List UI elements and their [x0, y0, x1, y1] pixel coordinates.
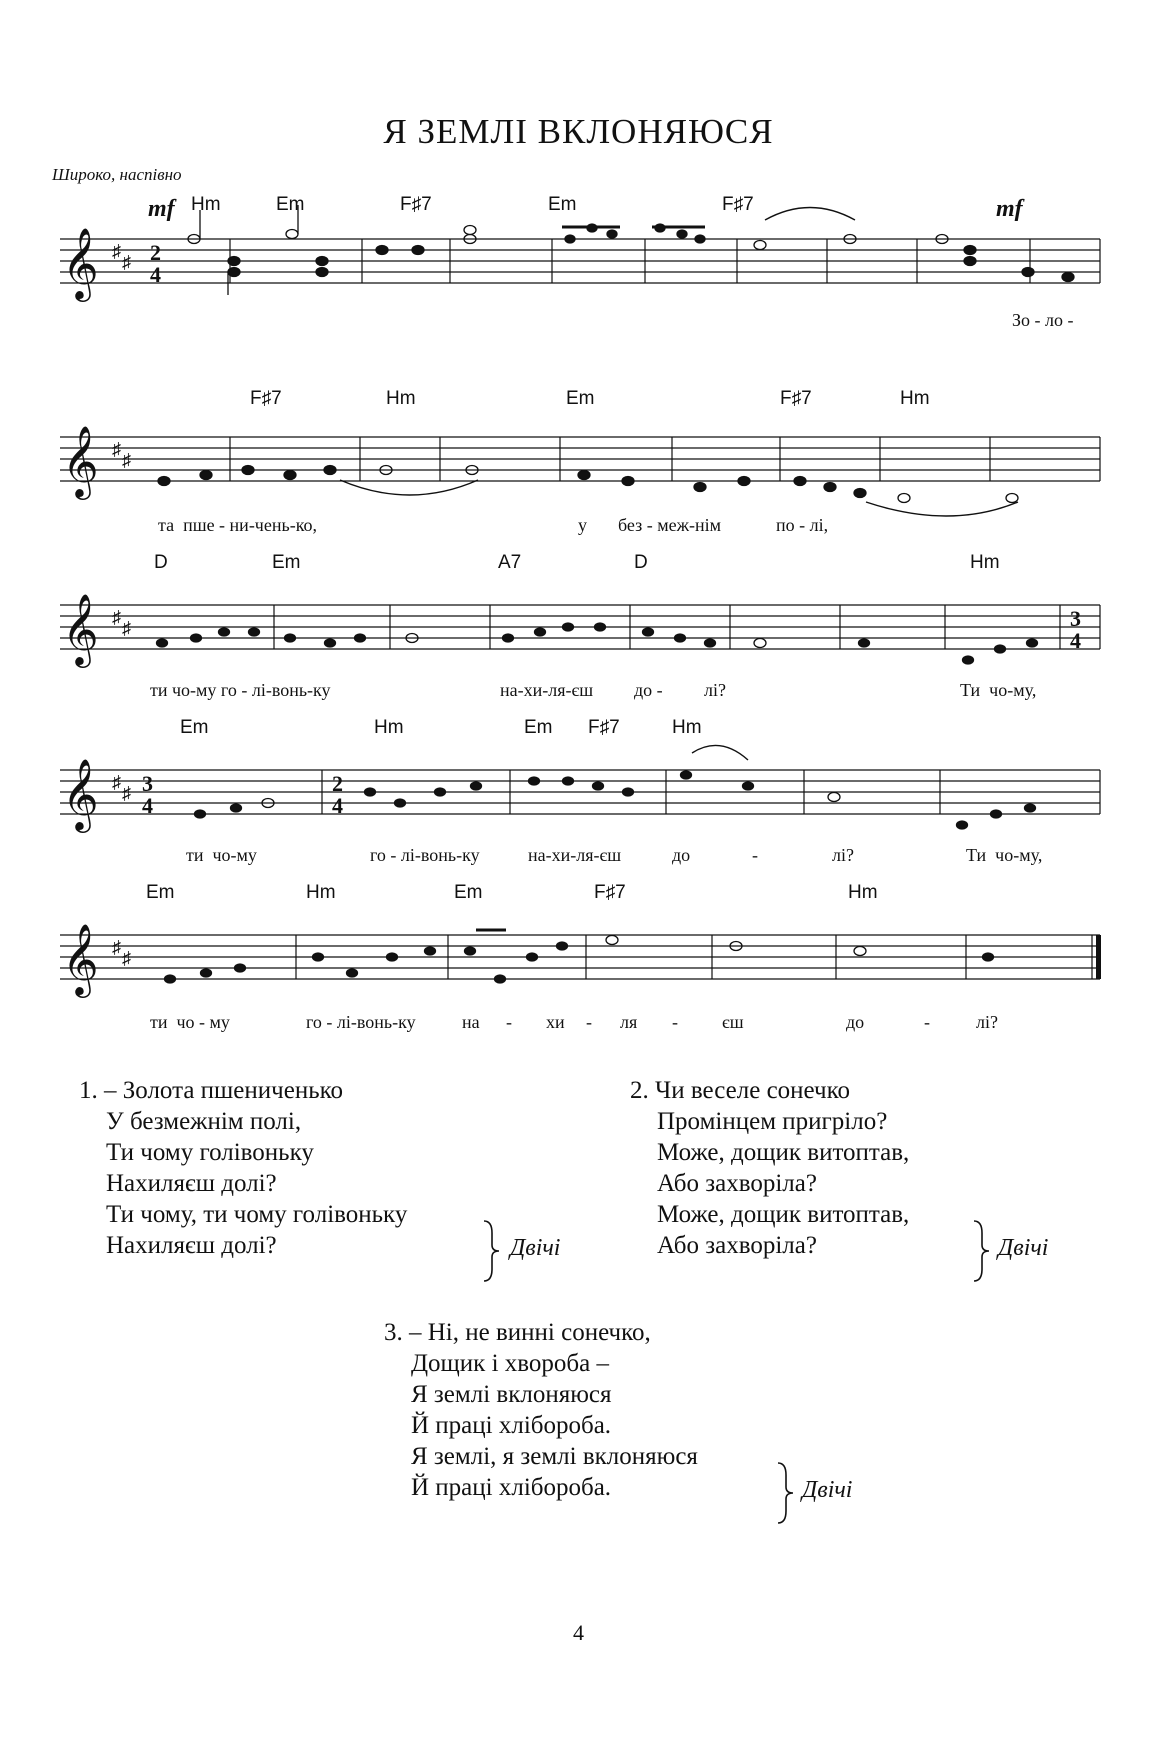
chord-symbol: A7: [498, 552, 522, 573]
lyric-syllable: ти чо-му: [186, 845, 257, 865]
chord-symbol: F♯7: [400, 194, 432, 215]
verse-line: Ти чому, ти чому голівоньку: [106, 1201, 408, 1228]
verse-line: Дощик і хвороба –: [411, 1350, 609, 1377]
chord-symbol: Em: [272, 552, 301, 573]
lyric-syllable: го - лі-вонь-ку: [370, 845, 480, 865]
lyric-syllable: го - лі-вонь-ку: [306, 1012, 416, 1032]
staff-system-5: [0, 880, 1157, 1040]
verse-line: 1. – Золота пшениченько: [79, 1077, 343, 1104]
verse-line: Або захворіла?: [657, 1232, 817, 1259]
lyric-syllable: -: [506, 1012, 512, 1032]
chord-symbol: F♯7: [722, 194, 754, 215]
lyric-syllable: на-хи-ля-єш: [528, 845, 622, 865]
svg-text:♯: ♯: [122, 948, 131, 968]
lyric-syllable: до: [846, 1012, 865, 1032]
chord-symbol: Hm: [848, 882, 878, 903]
repeat-label: Двічі: [998, 1235, 1049, 1261]
lyric-syllable: -: [924, 1012, 930, 1032]
chord-symbol: Hm: [374, 717, 404, 738]
verse-line: Може, дощик витоптав,: [657, 1201, 910, 1228]
dynamic-mf: mf: [996, 196, 1023, 222]
chord-symbol: Em: [146, 882, 175, 903]
chord-symbol: F♯7: [780, 388, 812, 409]
svg-text:♯: ♯: [112, 241, 121, 261]
chord-symbol: D: [634, 552, 648, 573]
lyric-syllable: на-хи-ля-єш: [500, 680, 594, 700]
svg-text:♯: ♯: [122, 252, 131, 272]
svg-text:♯: ♯: [112, 439, 121, 459]
treble-clef-icon: 𝄞: [62, 424, 99, 497]
repeat-label: Двічі: [802, 1477, 853, 1503]
chord-symbol: Em: [180, 717, 209, 738]
svg-text:♯: ♯: [112, 607, 121, 627]
staff-system-2: [0, 380, 1157, 540]
lyric-syllable: ти чо - му: [150, 1012, 230, 1032]
repeat-brace-icon: [972, 1219, 992, 1283]
treble-clef-icon: 𝄞: [62, 592, 99, 665]
verse-line: 2. Чи веселе сонечко: [630, 1077, 850, 1104]
repeat-brace-icon: [482, 1219, 502, 1283]
lyric-syllable: до: [672, 845, 691, 865]
chord-symbol: Em: [276, 194, 305, 215]
repeat-brace-icon: [776, 1461, 796, 1525]
svg-text:4: 4: [1070, 628, 1081, 653]
svg-text:♯: ♯: [122, 618, 131, 638]
lyric-syllable: -: [586, 1012, 592, 1032]
chord-symbol: F♯7: [594, 882, 626, 903]
page-number: 4: [573, 1620, 584, 1645]
lyric-syllable: по - лі,: [776, 515, 829, 535]
verse-line: Нахиляєш долі?: [106, 1170, 277, 1197]
lyric-syllable: у: [578, 515, 587, 535]
staff-system-1: [0, 190, 1157, 330]
lyric-syllable: єш: [722, 1012, 744, 1032]
verse-line: Нахиляєш долі?: [106, 1232, 277, 1259]
lyric-syllable: -: [672, 1012, 678, 1032]
svg-text:♯: ♯: [112, 937, 121, 957]
lyric-syllable: та пше - ни-чень-ко,: [158, 515, 318, 535]
verse-line: У безмежнім полі,: [106, 1108, 302, 1135]
verse-line: Ти чому голівоньку: [106, 1139, 314, 1166]
svg-text:2: 2: [332, 771, 343, 796]
verse-line: Я землі, я землі вклоняюся: [411, 1443, 698, 1470]
lyric-syllable: -: [752, 845, 758, 865]
dynamic-mf: mf: [148, 196, 175, 222]
repeat-label: Двічі: [510, 1235, 561, 1261]
verse-line: Я землі вклоняюся: [411, 1381, 612, 1408]
chord-symbol: Em: [524, 717, 553, 738]
verse-line: Може, дощик витоптав,: [657, 1139, 910, 1166]
svg-text:3: 3: [1070, 606, 1081, 631]
staff-system-3: [0, 550, 1157, 710]
svg-text:♯: ♯: [122, 783, 131, 803]
lyric-syllable: Ти чо-му,: [966, 845, 1043, 865]
svg-text:4: 4: [150, 262, 161, 287]
verse-line: Й праці хлібороба.: [411, 1474, 612, 1501]
verse-line: 3. – Ні, не винні сонечко,: [384, 1319, 651, 1346]
chord-symbol: Hm: [900, 388, 930, 409]
lyric-syllable: без - меж-нім: [618, 515, 722, 535]
svg-text:3: 3: [142, 771, 153, 796]
svg-text:♯: ♯: [122, 450, 131, 470]
treble-clef-icon: 𝄞: [62, 757, 99, 830]
verse-line: Або захворіла?: [657, 1170, 817, 1197]
lyric-syllable: Ти чо-му,: [960, 680, 1037, 700]
verse-2: [630, 1075, 909, 1261]
svg-text:4: 4: [332, 793, 343, 818]
chord-symbol: F♯7: [588, 717, 620, 738]
lyric-syllable: лі?: [976, 1012, 998, 1032]
svg-text:♯: ♯: [112, 772, 121, 792]
chord-symbol: Em: [548, 194, 577, 215]
lyric-syllable: хи: [546, 1012, 565, 1032]
verse-1: [79, 1075, 407, 1261]
treble-clef-icon: 𝄞: [62, 226, 99, 299]
chord-symbol: Em: [454, 882, 483, 903]
lyric-syllable: до -: [634, 680, 663, 700]
svg-text:4: 4: [142, 793, 153, 818]
chord-symbol: Hm: [672, 717, 702, 738]
verse-3: [384, 1317, 698, 1503]
chord-symbol: Em: [566, 388, 595, 409]
staff-system-4: [0, 715, 1157, 875]
lyric-syllable: лі?: [704, 680, 726, 700]
tempo-marking: Широко, наспівно: [52, 165, 182, 184]
chord-symbol: Hm: [970, 552, 1000, 573]
lyric-syllable: на: [462, 1012, 480, 1032]
verse-line: Промінцем пригріло?: [657, 1108, 888, 1135]
chord-symbol: Hm: [306, 882, 336, 903]
lyric-syllable: Зо - ло -: [1012, 310, 1074, 330]
lyric-syllable: ля: [620, 1012, 638, 1032]
song-title: Я ЗЕМЛІ ВКЛОНЯЮСЯ: [383, 112, 774, 151]
chord-symbol: D: [154, 552, 168, 573]
chord-symbol: Hm: [386, 388, 416, 409]
lyric-syllable: лі?: [832, 845, 854, 865]
svg-text:2: 2: [150, 240, 161, 265]
chord-symbol: F♯7: [250, 388, 282, 409]
lyric-syllable: ти чо-му го - лі-вонь-ку: [150, 680, 331, 700]
chord-symbol: Hm: [191, 194, 221, 215]
verse-line: Й праці хлібороба.: [411, 1412, 612, 1439]
treble-clef-icon: 𝄞: [62, 922, 99, 995]
